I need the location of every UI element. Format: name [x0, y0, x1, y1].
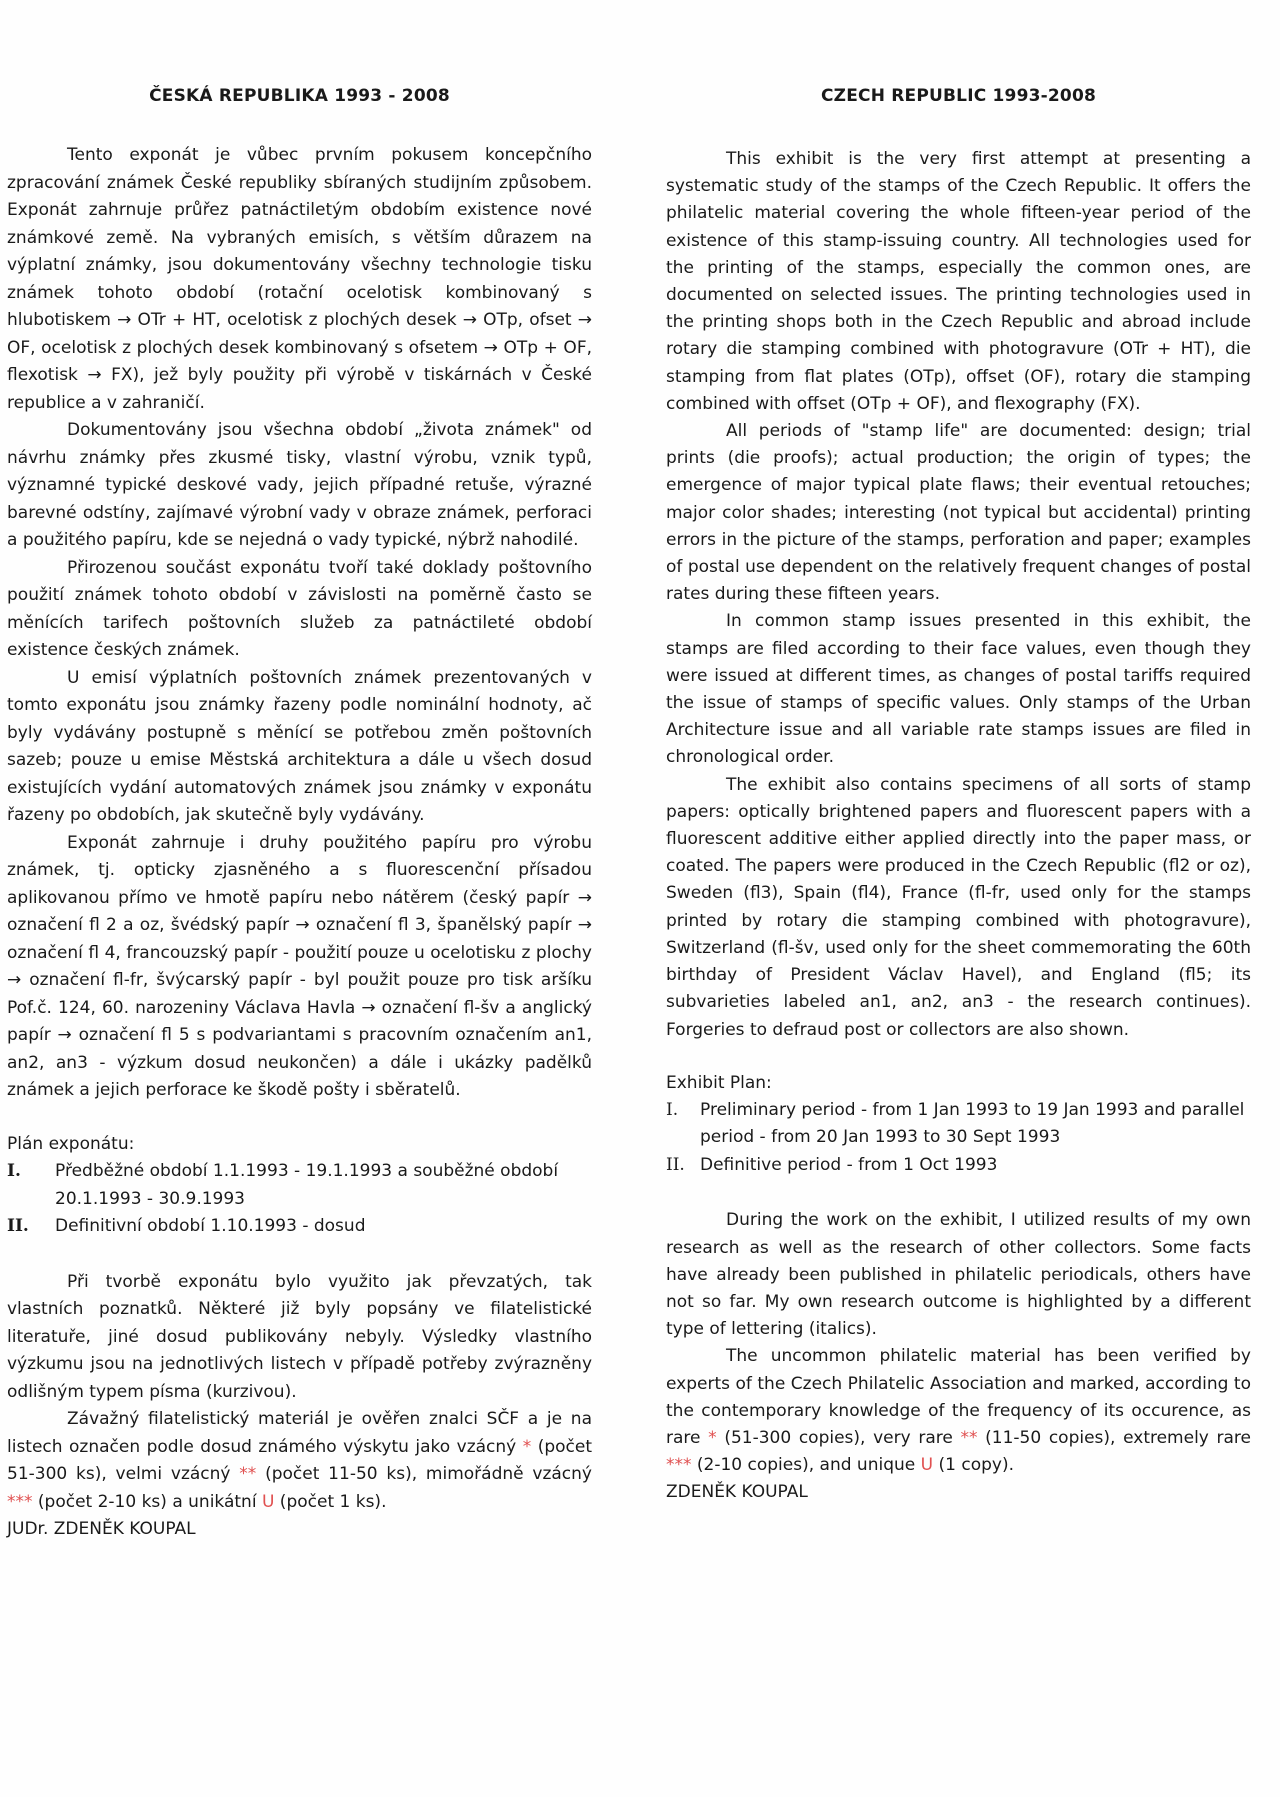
- english-closing-paragraph: During the work on the exhibit, I utilized results of my own research as well as the research of other collectors. Some facts have already been published in philatelic periodicals, others have not so far. My own research outcome is highlighted by a different type of lettering (italics).: [666, 1210, 1251, 1340]
- rarity-mark-rare: *: [522, 1436, 532, 1457]
- english-signature: ZDENĚK KOUPAL: [666, 1482, 808, 1503]
- plan-text: Předběžné období 1.1.1993 - 19.1.1993 a souběžné období 20.1.1993 - 30.9.1993: [55, 1161, 559, 1209]
- rarity-mark-extremely-rare: ***: [7, 1491, 33, 1512]
- rarity-mark-very-rare: **: [960, 1428, 978, 1449]
- english-plan-item: [666, 1097, 1251, 1152]
- czech-paragraph-2: Dokumentovány jsou všechna období „života známek" od návrhu známky přes zkusmé tisky, vlastní výrobu, vznik typů, významné typické deskové vady, jejich případné retuše, výrazné barevné odstíny, zajímavé výrobní vady v obraze známek, perforaci a použitého papíru, kde se nejedná o vady typické, nýbrž nahodilé.: [7, 420, 592, 550]
- rarity-text: (1 copy).: [933, 1455, 1014, 1476]
- rarity-mark-unique: U: [920, 1455, 934, 1476]
- english-paragraph-4: The exhibit also contains specimens of all sorts of stamp papers: optically brightened papers and fluorescent papers with a fluorescent additive either applied directly into the paper mass, or coated. The papers were produced in the Czech Republic (fl2 or oz), Sweden (fl3), Spain (fl4), France (fl-fr, used only for the stamps printed by rotary die stamping combined with photogravure), Switzerland (fl-šv, used only for the sheet commemorating the 60th birthday of President Václav Havel), and England (fl5; its subvarieties labeled an1, an2, an3 - the research continues). Forgeries to defraud post or collectors are also shown.: [666, 774, 1251, 1040]
- czech-signature: JUDr. ZDENĚK KOUPAL: [7, 1519, 196, 1539]
- plan-number: I.: [7, 1161, 21, 1181]
- rarity-text: (počet 1 ks).: [274, 1491, 387, 1512]
- plan-number: I.: [666, 1099, 679, 1120]
- plan-text: Definitive period - from 1 Oct 1993: [700, 1154, 998, 1175]
- rarity-mark-very-rare: **: [239, 1464, 257, 1484]
- english-plan-item: [666, 1152, 1251, 1180]
- english-title: CZECH REPUBLIC 1993-2008: [821, 86, 1096, 106]
- english-paragraph-1: This exhibit is the very first attempt at presenting a systematic study of the stamps of the Czech Republic. It offers the philatelic material covering the whole fifteen-year period of the existence of this stamp-issuing country. All technologies used for the printing of the stamps, especially the common ones, are documented on selected issues. The printing technologies used in the printing shops both in the Czech Republic and abroad include rotary die stamping combined with photogravure (OTr + HT), die stamping from flat plates (OTp), offset (OF), rotary die stamping combined with offset (OTp + OF), and flexography (FX).: [666, 149, 1251, 414]
- english-paragraph-3: In common stamp issues presented in this exhibit, the stamps are filed according to their face values, even though they were issued at different times, as changes of postal tariffs required the issue of stamps of specific values. Only stamps of the Urban Architecture issue and all variable rate stamps issues are filed in chronological order.: [666, 611, 1251, 768]
- czech-paragraph-3: Přirozenou součást exponátu tvoří také doklady poštovního použití známek tohoto období v závislosti na poměrně často se měnících tarifech poštovních služeb za patnáctileté období existence českých známek.: [7, 557, 592, 660]
- czech-closing-paragraph: Při tvorbě exponátu bylo využito jak převzatých, tak vlastních poznatků. Některé již byly popsány ve filatelistické literatuře, jiné dosud publikovány nebyly. Výsledky vlastního výzkumu jsou na jednotlivých listech v případě potřeby zvýrazněny odlišným typem písma (kurzivou).: [7, 1271, 592, 1402]
- czech-plan-title: Plán exponátu:: [7, 1133, 135, 1154]
- rarity-text: (počet 11-50 ks), mimořádně vzácný: [256, 1464, 592, 1484]
- english-plan: [666, 1070, 1251, 1180]
- rarity-text: (2-10 copies), and unique: [691, 1455, 921, 1476]
- czech-rarity-paragraph: [7, 1406, 592, 1516]
- rarity-text: (11-50 copies), extremely rare: [977, 1428, 1251, 1449]
- rarity-text: Závažný filatelistický materiál je ověřen znalci SČF a je na listech označen podle dosud známého výskytu jako vzácný: [7, 1409, 592, 1457]
- rarity-text: (počet 2-10 ks) a unikátní: [32, 1491, 262, 1512]
- czech-plan: [7, 1131, 592, 1241]
- plan-text: Preliminary period - from 1 Jan 1993 to 19 Jan 1993 and parallel period - from 20 Jan 1993 to 30 Sept 1993: [700, 1099, 1245, 1148]
- english-rarity-paragraph: [666, 1343, 1251, 1479]
- czech-column: [7, 86, 592, 1544]
- czech-paragraph-5: Exponát zahrnuje i druhy použitého papíru pro výrobu známek, tj. opticky zjasněného a s fluorescenční přísadou aplikovanou přímo ve hmotě papíru nebo nátěrem (český papír → označení fl 2 a oz, švédský papír → označení fl 3, španělský papír → označení fl 4, francouzský papír - použití pouze u ocelotisku z plochy → označení fl-fr, švýcarský papír - byl použit pouze pro tisk aršíku Pof.č. 124, 60. narozeniny Václava Havla → označení fl-šv a anglický papír → označení fl 5 s podvariantami s pracovním označením an1, an2, an3 - výzkum dosud neukončen) a dále i ukázky padělků známek a jejich perforace ke škodě pošty i sběratelů.: [7, 832, 592, 1100]
- czech-plan-item: [7, 1213, 592, 1241]
- rarity-text: The uncommon philatelic material has been verified by experts of the Czech Philatelic Association and marked, according to the contemporary knowledge of the frequency of its occurence, as rare: [666, 1346, 1251, 1449]
- rarity-text: (51-300 copies), very rare: [716, 1428, 961, 1449]
- plan-number: II.: [666, 1154, 685, 1175]
- rarity-mark-unique: U: [261, 1491, 275, 1512]
- czech-paragraph-4: U emisí výplatních poštovních známek prezentovaných v tomto exponátu jsou známky řazeny podle nominální hodnoty, ač byly vydávány postupně s měnící se potřebou změn poštovních sazeb; pouze u emise Městská architektura a dále u všech dosud existujících vydání automatových známek jsou známky v exponátu řazeny po obdobích, jak skutečně byly vydávány.: [7, 667, 592, 825]
- czech-paragraph-1: Tento exponát je vůbec prvním pokusem koncepčního zpracování známek České republiky sbíraných studijním způsobem. Exponát zahrnuje průřez patnáctiletým obdobím existence nové známkové země. Na vybraných emisích, s větším důrazem na výplatní známky, jsou dokumentovány všechny technologie tisku známek tohoto období (rotační ocelotisk kombinovaný s hlubotiskem → OTr + HT, ocelotisk z plochých desek → OTp, ofset → OF, ocelotisk z plochých desek kombinovaný s ofsetem → OTp + OF, flexotisk → FX), jež byly použity při výrobě v tiskárnách v České republice a v zahraničí.: [7, 145, 592, 413]
- plan-text: Definitivní období 1.10.1993 - dosud: [55, 1216, 366, 1236]
- czech-title: ČESKÁ REPUBLIKA 1993 - 2008: [149, 86, 450, 106]
- rarity-text: (počet 51-300 ks), velmi vzácný: [7, 1436, 593, 1484]
- english-paragraph-2: All periods of "stamp life" are documented: design; trial prints (die proofs); actual production; the origin of types; the emergence of major typical plate flaws; their eventual retouches; major color shades; interesting (not typical but accidental) printing errors in the picture of the stamps, perforation and paper; examples of postal use dependent on the relatively frequent changes of postal rates during these fifteen years.: [666, 421, 1251, 605]
- rarity-mark-extremely-rare: ***: [666, 1455, 692, 1476]
- plan-number: II.: [7, 1216, 29, 1236]
- english-column: [666, 86, 1251, 1507]
- czech-plan-item: [7, 1158, 592, 1213]
- english-plan-title: Exhibit Plan:: [666, 1072, 772, 1093]
- rarity-mark-rare: *: [708, 1428, 717, 1449]
